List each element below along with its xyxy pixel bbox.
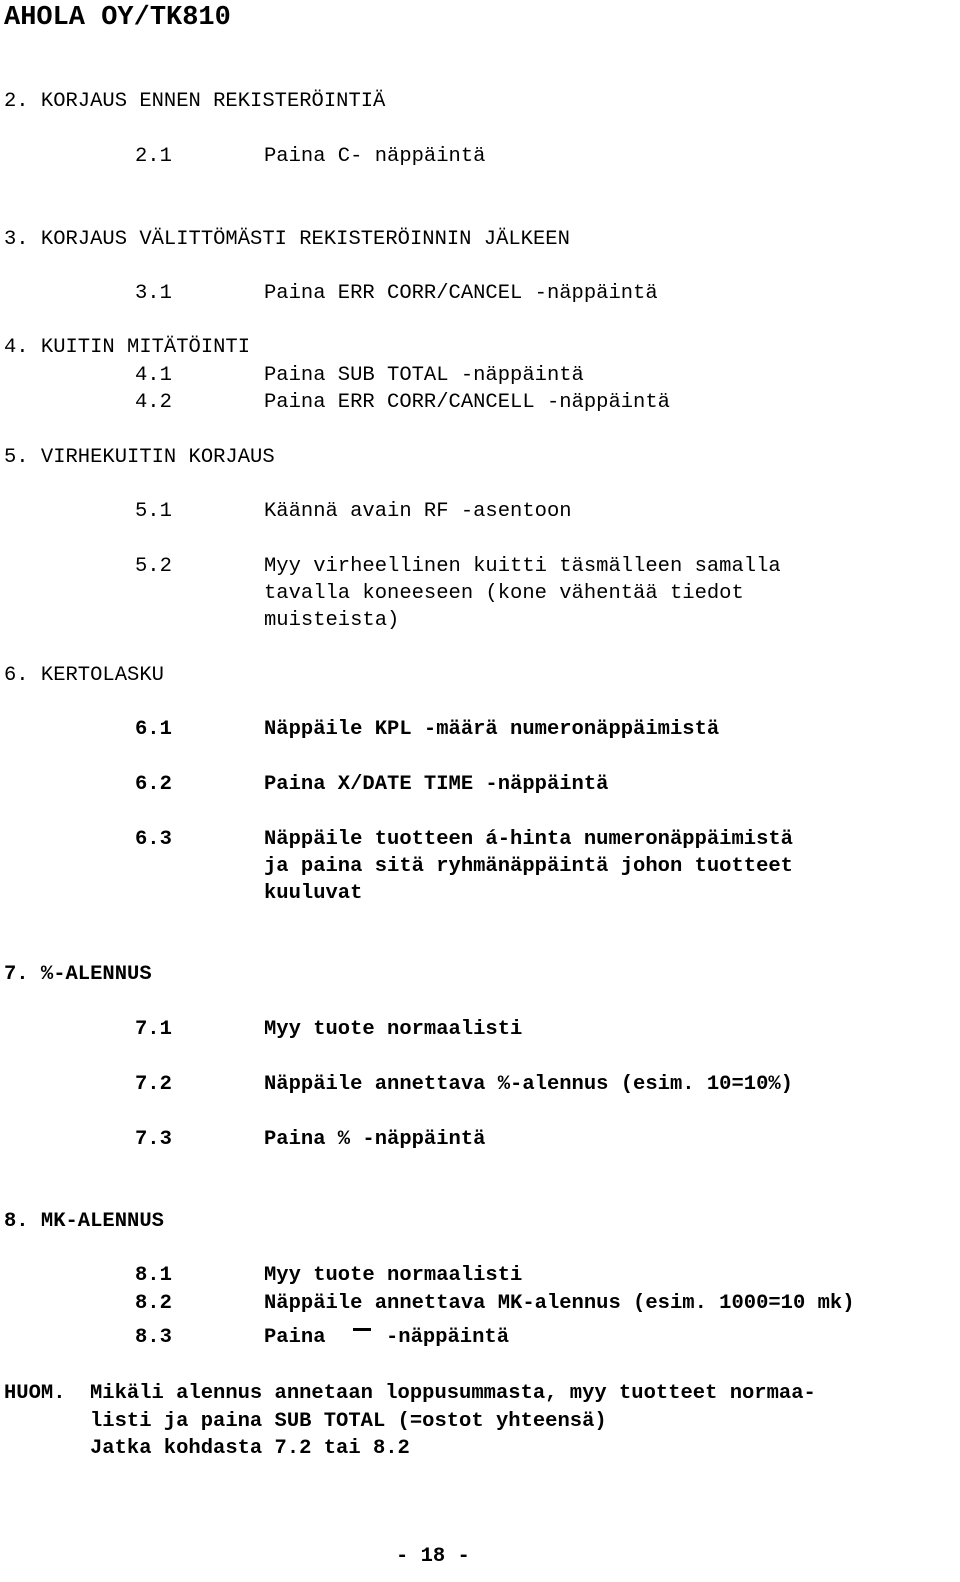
- section-heading-7: 7. %-ALENNUS: [4, 963, 152, 986]
- note-line-3: Jatka kohdasta 7.2 tai 8.2: [90, 1437, 410, 1460]
- section-heading-3: 3. KORJAUS VÄLITTÖMÄSTI REKISTERÖINNIN JÄLKEEN: [4, 228, 570, 251]
- item-text-7-3: Paina % -näppäintä: [264, 1128, 486, 1151]
- item-text-6-3-line-1: Näppäile tuotteen á-hinta numeronäppäimistä: [264, 828, 793, 851]
- item-text-6-3-line-3: kuuluvat: [264, 882, 363, 905]
- item-text-5-2-line-1: Myy virheellinen kuitti täsmälleen samalla: [264, 555, 781, 578]
- note-label: HUOM.: [4, 1382, 66, 1405]
- item-number-4-2: 4.2: [135, 391, 172, 414]
- item-text-5-2-line-3: muisteista): [264, 609, 400, 632]
- item-text-2-1: Paina C- näppäintä: [264, 145, 486, 168]
- item-number-5-1: 5.1: [135, 500, 172, 523]
- item-number-7-1: 7.1: [135, 1018, 172, 1041]
- item-text-7-1: Myy tuote normaalisti: [264, 1018, 523, 1041]
- item-number-8-3: 8.3: [135, 1326, 172, 1349]
- note-line-2: listi ja paina SUB TOTAL (=ostot yhteensä): [90, 1410, 607, 1433]
- item-number-7-3: 7.3: [135, 1128, 172, 1151]
- item-text-3-1: Paina ERR CORR/CANCEL -näppäintä: [264, 282, 658, 305]
- item-number-5-2: 5.2: [135, 555, 172, 578]
- item-text-8-3-after: -näppäintä: [386, 1326, 510, 1349]
- section-heading-2: 2. KORJAUS ENNEN REKISTERÖINTIÄ: [4, 90, 386, 113]
- item-text-6-2: Paina X/DATE TIME -näppäintä: [264, 773, 609, 796]
- item-number-8-1: 8.1: [135, 1264, 172, 1287]
- item-text-4-1: Paina SUB TOTAL -näppäintä: [264, 364, 584, 387]
- item-number-4-1: 4.1: [135, 364, 172, 387]
- minus-key-icon: [353, 1328, 371, 1331]
- item-text-8-2: Näppäile annettava MK-alennus (esim. 1000=10 mk): [264, 1292, 855, 1315]
- item-text-6-3-line-2: ja paina sitä ryhmänäppäintä johon tuotteet: [264, 855, 793, 878]
- item-number-6-2: 6.2: [135, 773, 172, 796]
- note-line-1: Mikäli alennus annetaan loppusummasta, myy tuotteet normaa-: [90, 1382, 816, 1405]
- section-heading-4: 4. KUITIN MITÄTÖINTI: [4, 336, 251, 359]
- item-number-8-2: 8.2: [135, 1292, 172, 1315]
- item-text-4-2: Paina ERR CORR/CANCELL -näppäintä: [264, 391, 670, 414]
- section-heading-5: 5. VIRHEKUITIN KORJAUS: [4, 446, 275, 469]
- item-number-2-1: 2.1: [135, 145, 172, 168]
- item-number-3-1: 3.1: [135, 282, 172, 305]
- item-text-6-1: Näppäile KPL -määrä numeronäppäimistä: [264, 718, 720, 741]
- page-title: AHOLA OY/TK810: [4, 3, 231, 33]
- item-text-5-2-line-2: tavalla koneeseen (kone vähentää tiedot: [264, 582, 744, 605]
- item-number-7-2: 7.2: [135, 1073, 172, 1096]
- item-text-8-3-before: Paina: [264, 1326, 326, 1349]
- item-text-7-2: Näppäile annettava %-alennus (esim. 10=10%): [264, 1073, 793, 1096]
- item-text-5-1: Käännä avain RF -asentoon: [264, 500, 572, 523]
- section-heading-6: 6. KERTOLASKU: [4, 664, 164, 687]
- item-number-6-1: 6.1: [135, 718, 172, 741]
- page-number: - 18 -: [396, 1545, 470, 1568]
- section-heading-8: 8. MK-ALENNUS: [4, 1210, 164, 1233]
- item-text-8-1: Myy tuote normaalisti: [264, 1264, 523, 1287]
- item-number-6-3: 6.3: [135, 828, 172, 851]
